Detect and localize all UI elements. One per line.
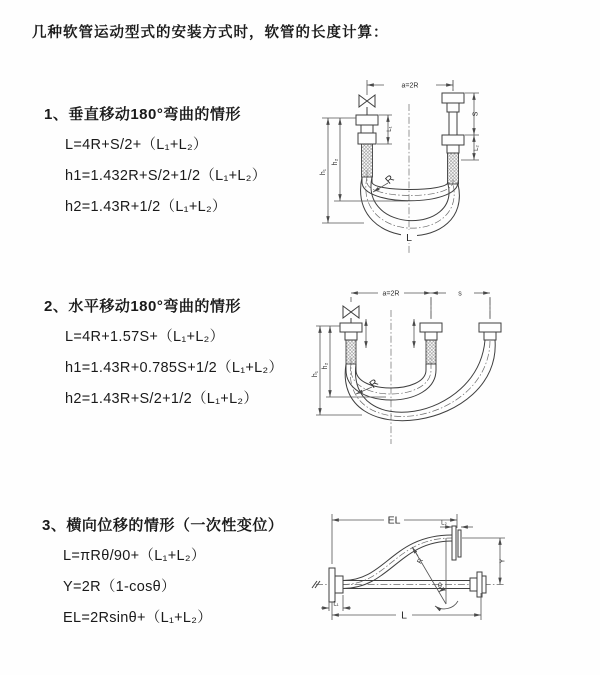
section-1-heading: 1、垂直移动180°弯曲的情形 xyxy=(44,106,241,123)
dim-label-s: S xyxy=(472,111,480,117)
formula-line: L=πRθ/90+（L₁+L₂） xyxy=(63,548,206,564)
dim-label-l: L xyxy=(401,609,407,622)
dim-label-h2: h₂ xyxy=(332,158,339,166)
dim-label-a2r: a=2R xyxy=(401,82,419,90)
right-connector-flange xyxy=(479,323,501,340)
section-2-formulas xyxy=(44,325,283,408)
dim-label-y: Y xyxy=(499,558,507,564)
dim-label-l2: L₂ xyxy=(474,145,480,151)
formula-line: h1=1.43R+0.785S+1/2（L₁+L₂） xyxy=(65,360,284,376)
braided-hose-section xyxy=(346,340,356,364)
dim-label-r: R xyxy=(367,376,381,391)
formula-line: h2=1.43R+S/2+1/2（L₁+L₂） xyxy=(65,391,259,407)
section-3-heading: 3、横向位移的情形（一次性变位） xyxy=(42,517,284,534)
dim-label-el: EL xyxy=(387,514,401,527)
diagram-vertical-180 xyxy=(310,64,592,262)
dim-label-theta: θ xyxy=(438,583,442,590)
dim-label-r: R xyxy=(416,557,425,566)
formula-line: h2=1.43R+1/2（L₁+L₂） xyxy=(65,199,227,215)
formula-line: h1=1.432R+S/2+1/2（L₁+L₂） xyxy=(65,168,267,184)
dim-a2r xyxy=(351,291,490,320)
right-middle-flange xyxy=(470,572,486,597)
braided-hose-section xyxy=(362,144,373,177)
dim-label-l1: L₁ xyxy=(387,126,393,132)
formula-line: EL=2Rsinθ+（L₁+L₂） xyxy=(63,610,213,626)
page-title: 几种软管运动型式的安装方式时，软管的长度计算： xyxy=(32,25,389,41)
valve-icon xyxy=(359,95,375,115)
right-connector-flange xyxy=(442,93,464,184)
dim-label-h1: h₁ xyxy=(320,168,327,176)
diagram-horizontal-180 xyxy=(306,282,600,474)
section-1-formulas xyxy=(44,133,267,216)
section-3-formulas xyxy=(42,544,283,627)
dim-l xyxy=(332,593,481,622)
section-lateral xyxy=(42,514,283,637)
braided-hose-section xyxy=(448,153,459,184)
dim-l1 xyxy=(377,115,393,144)
dim-label-l1: L₁ xyxy=(333,601,339,608)
dim-label-l: L xyxy=(406,232,412,244)
dim-label-a2r: a=2R xyxy=(382,290,400,298)
dim-label-l2: L₂ xyxy=(441,520,447,527)
formula-line: L=4R+1.57S+（L₁+L₂） xyxy=(65,329,225,345)
hose-upper-position xyxy=(362,170,458,201)
dim-label-h1: h₁ xyxy=(312,370,319,378)
left-connector-flange xyxy=(340,323,362,364)
diagram-lateral-displacement xyxy=(298,498,600,656)
dim-label-h2: h₂ xyxy=(322,362,329,370)
dim-l-total xyxy=(401,230,417,244)
dim-a2r xyxy=(367,80,453,95)
dim-s xyxy=(431,291,490,298)
left-flange xyxy=(329,568,343,602)
dim-label-r: R xyxy=(383,172,397,187)
valve-icon xyxy=(343,306,359,323)
dim-l1 xyxy=(321,595,351,611)
formula-line: Y=2R（1-cosθ） xyxy=(63,579,176,595)
middle-connector-flange xyxy=(420,323,442,364)
formula-line: L=4R+S/2+（L₁+L₂） xyxy=(65,137,208,153)
left-connector-flange xyxy=(356,115,378,177)
dim-label-s: s xyxy=(458,290,462,298)
section-vertical-180 xyxy=(44,103,267,226)
top-right-flange xyxy=(452,526,461,560)
section-2-heading: 2、水平移动180°弯曲的情形 xyxy=(44,298,241,315)
braided-hose-section xyxy=(426,340,436,364)
section-horizontal-180 xyxy=(44,295,283,418)
